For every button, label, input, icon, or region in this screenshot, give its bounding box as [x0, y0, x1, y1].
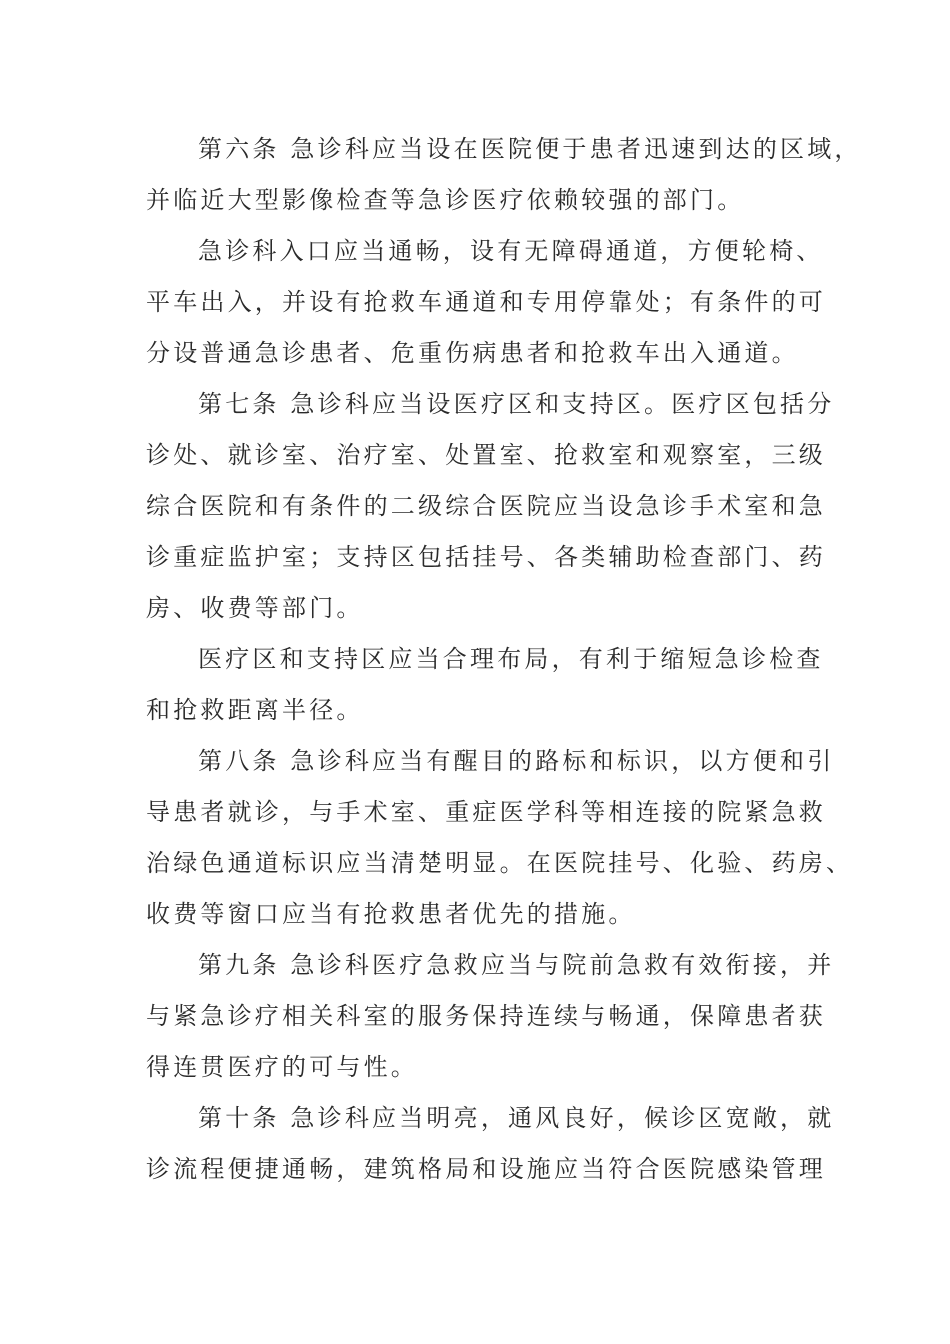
- document-body: [146, 124, 862, 1195]
- article-7-line-4: 诊重症监护室；支持区包括挂号、各类辅助检查部门、药: [146, 543, 826, 571]
- article-6-line-1: 第六条 急诊科应当设在医院便于患者迅速到达的区域，: [198, 135, 862, 163]
- layout-line-2: 和抢救距离半径。: [146, 696, 364, 724]
- article-7-line-2: 诊处、就诊室、治疗室、处置室、抢救室和观察室，三级: [146, 441, 826, 469]
- article-7-line-1: 第七条 急诊科应当设医疗区和支持区。医疗区包括分: [198, 390, 835, 418]
- article-10-line-1: 第十条 急诊科应当明亮，通风良好，候诊区宽敞，就: [198, 1104, 835, 1132]
- article-8-line-1: 第八条 急诊科应当有醒目的路标和标识，以方便和引: [198, 747, 835, 775]
- entrance-line-2: 平车出入，并设有抢救车通道和专用停靠处；有条件的可: [146, 288, 826, 316]
- article-8-line-3: 治绿色通道标识应当清楚明显。在医院挂号、化验、药房、: [146, 849, 854, 877]
- article-7-line-5: 房、收费等部门。: [146, 594, 364, 622]
- article-10-line-2: 诊流程便捷通畅，建筑格局和设施应当符合医院感染管理: [146, 1155, 826, 1183]
- article-6-line-2: 并临近大型影像检查等急诊医疗依赖较强的部门。: [146, 186, 745, 214]
- article-8-line-2: 导患者就诊，与手术室、重症医学科等相连接的院紧急救: [146, 798, 826, 826]
- article-9-line-1: 第九条 急诊科医疗急救应当与院前急救有效衔接，并: [198, 951, 835, 979]
- entrance-line-3: 分设普通急诊患者、危重伤病患者和抢救车出入通道。: [146, 339, 799, 367]
- article-7-line-3: 综合医院和有条件的二级综合医院应当设急诊手术室和急: [146, 492, 826, 520]
- entrance-line-1: 急诊科入口应当通畅，设有无障碍通道，方便轮椅、: [198, 237, 824, 265]
- article-8-line-4: 收费等窗口应当有抢救患者优先的措施。: [146, 900, 636, 928]
- layout-line-1: 医疗区和支持区应当合理布局，有利于缩短急诊检查: [198, 645, 824, 673]
- article-9-line-2: 与紧急诊疗相关科室的服务保持连续与畅通，保障患者获: [146, 1002, 826, 1030]
- article-9-line-3: 得连贯医疗的可与性。: [146, 1053, 418, 1081]
